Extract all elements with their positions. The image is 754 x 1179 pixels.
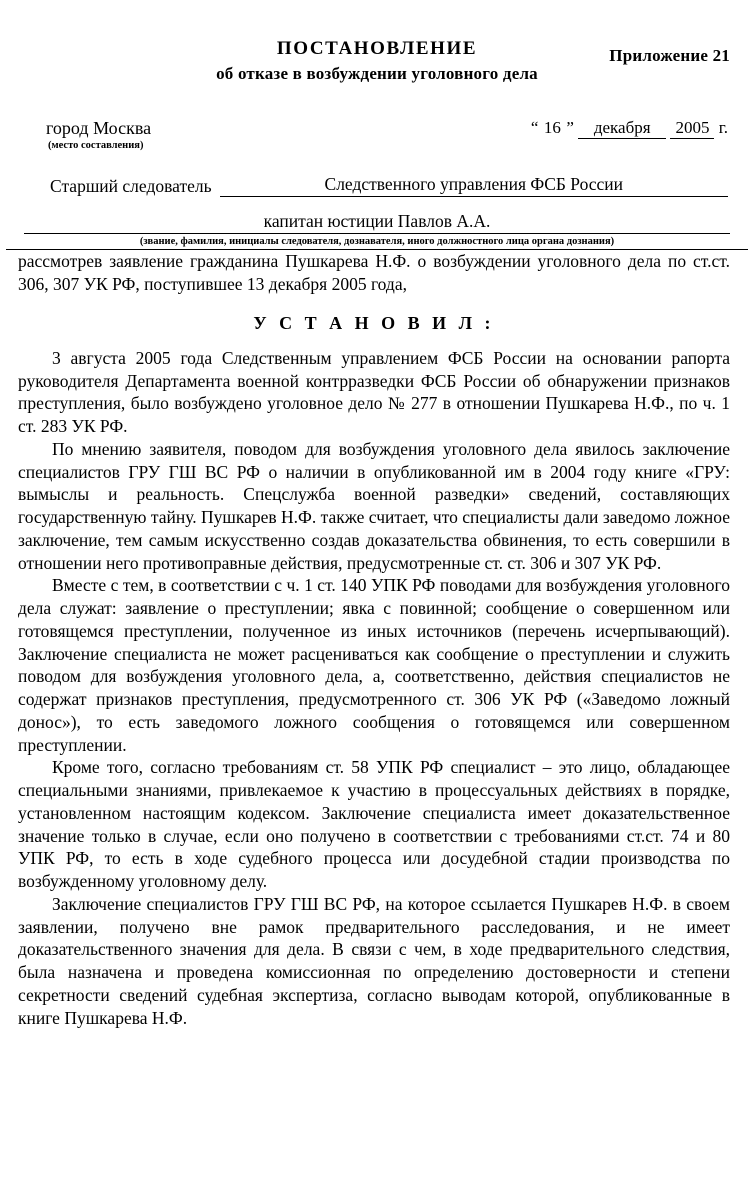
official-caption: (звание, фамилия, инициалы следователя, дознавателя, иного должностного лица органа дознания) xyxy=(6,236,748,250)
official-name: капитан юстиции Павлов А.А. xyxy=(24,211,730,234)
official-role-row xyxy=(0,174,754,197)
intro-paragraph: рассмотрев заявление гражданина Пушкарева Н.Ф. о возбуждении уголовного дела по ст.ст. 306, 307 УК РФ, поступившее 13 декабря 2005 года, xyxy=(18,251,730,294)
city-name: город Москва xyxy=(46,118,152,138)
place-and-date-row xyxy=(0,118,754,151)
appendix-label: Приложение 21 xyxy=(609,46,730,65)
date-year: 2005 xyxy=(670,118,714,139)
document-body xyxy=(0,250,754,1029)
date-close-quote: ” xyxy=(566,118,574,137)
body-paragraph-2: По мнению заявителя, поводом для возбуждения уголовного дела явилось заключение специалистов ГРУ ГШ ВС РФ о наличии в опубликованной им в 2004 году книге «ГРУ: вымыслы и реальность. Спецслужба военной разведки» сведений, составляющих государственную тайну. Пушкарев Н.Ф. также считает, что специалисты дали заведомо ложное заключение, тем самым искусственно создав доказательства обвинения, то есть совершили в отношении него противоправные действия, предусмотренные ст. ст. 306 и 307 УК РФ. xyxy=(18,438,730,573)
document-page xyxy=(0,38,754,1179)
date-year-suffix: г. xyxy=(718,118,728,137)
body-paragraph-4: Кроме того, согласно требованиям ст. 58 УПК РФ специалист – это лицо, обладающее специальными знаниями, привлекаемое к участию в процессуальных действиях в порядке, установленном настоящим кодексом. Заключение специалиста имеет доказательственное значение только в случае, если оно получено в соответствии с требованиями ст.ст. 74 и 80 УПК РФ, то есть в ходе судебного процесса или досудебной стадии производства по возбужденному уголовному делу. xyxy=(18,757,730,892)
established-heading: У С Т А Н О В И Л : xyxy=(253,312,495,333)
body-paragraph-5: Заключение специалистов ГРУ ГШ ВС РФ, на которое ссылается Пушкарев Н.Ф. в своем заявлении, получено вне рамок предварительного расследования, и не имеет доказательственного значения для дела. В связи с чем, в ходе предварительного следствия, была назначена и проведена комиссионная по определению достоверности и степени секретности сведений судебная экспертиза, согласно выводам которой, опубликованные в книге Пушкарева Н.Ф. xyxy=(18,893,730,1028)
body-paragraph-1: 3 августа 2005 года Следственным управлением ФСБ России на основании рапорта руководителя Департамента военной контрразведки ФСБ России об обнаружении признаков преступления, было возбуждено уголовное дело № 277 в отношении Пушкарева Н.Ф., по ч. 1 ст. 283 УК РФ. xyxy=(18,347,730,437)
date-month: декабря xyxy=(578,118,666,139)
date-group xyxy=(531,118,728,139)
page-subtitle: об отказе в возбуждении уголовного дела xyxy=(216,64,538,83)
date-day: 16 xyxy=(543,118,561,137)
city-caption: (место составления) xyxy=(48,140,144,151)
official-role: Старший следователь xyxy=(50,176,212,196)
page-title: ПОСТАНОВЛЕНИЕ xyxy=(276,38,478,59)
body-paragraph-3: Вместе с тем, в соответствии с ч. 1 ст. 140 УПК РФ поводами для возбуждения уголовного дела служат: заявление о преступлении; явка с повинной; сообщение о совершенном или готовящемся преступлении, полученное из иных источников (перечень исчерпывающий). Заключение специалиста не может расцениваться как сообщение о преступлении и служить поводом для возбуждения уголовного дела, а, соответственно, действия специалистов не содержат признаков преступления, предусмотренного ст. 306 УК РФ («Заведомо ложный донос»), то есть заведомого ложного сообщения о готовящемся или совершенном преступлении. xyxy=(18,575,730,755)
official-organization: Следственного управления ФСБ России xyxy=(220,174,728,197)
date-open-quote: “ xyxy=(530,118,539,137)
